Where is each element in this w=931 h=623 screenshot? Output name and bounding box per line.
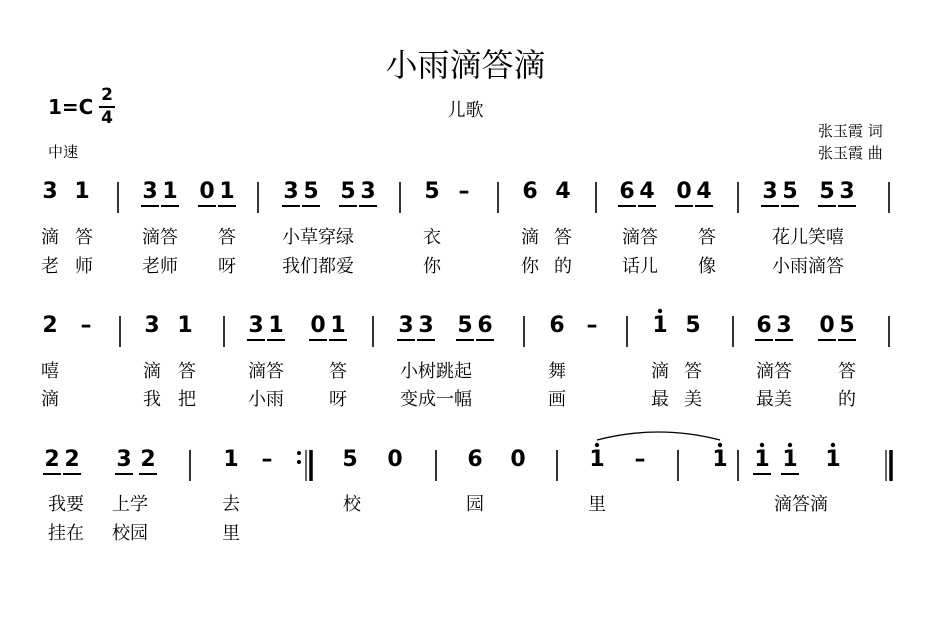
lyric-verse-2: 小雨滴答: [772, 256, 844, 277]
note-digit: 3: [42, 179, 58, 204]
lyric-verse-1: 滴答: [248, 361, 284, 382]
lyric-verse-1: 园: [466, 494, 484, 515]
lyric-verse-2: 小雨: [248, 389, 284, 410]
note-digit: 2: [44, 447, 60, 472]
lyric-verse-2: 呀: [218, 256, 236, 277]
note-digit: 5: [782, 179, 798, 204]
note-digit: 1: [330, 313, 346, 338]
note-digit: 6: [467, 447, 483, 472]
lyric-verse-1: 里: [588, 494, 606, 515]
lyric-verse-1: 滴答滴: [774, 494, 828, 515]
lyric-verse-1: 上学: [112, 494, 148, 515]
repeat-dot: [297, 451, 301, 455]
note-digit: 1: [219, 179, 235, 204]
lyricist-credit: 张玉霞 词: [818, 122, 883, 140]
note-digit: 0: [199, 179, 215, 204]
lyric-verse-2: 画: [548, 389, 566, 410]
note-digit: 5: [457, 313, 473, 338]
lyric-verse-2: 老: [41, 256, 59, 277]
note-digit: 2: [140, 447, 156, 472]
note-digit: 1: [177, 313, 193, 338]
note-digit: 3: [248, 313, 264, 338]
lyric-verse-1: 答: [684, 361, 702, 382]
lyric-verse-1: 答: [75, 227, 93, 248]
lyric-verse-1: 舞: [548, 361, 566, 382]
note-digit: 3: [283, 179, 299, 204]
note-digit: 1: [74, 179, 90, 204]
tempo-marking: 中速: [48, 143, 79, 161]
lyric-verse-2: 挂在: [48, 523, 84, 544]
lyric-verse-2: 师: [75, 256, 93, 277]
lyric-verse-1: 答: [554, 227, 572, 248]
hold-dash: –: [458, 179, 470, 204]
lyric-verse-2: 你: [423, 256, 441, 277]
note-digit: 6: [549, 313, 565, 338]
lyric-verse-1: 答: [218, 227, 236, 248]
lyric-verse-2: 我: [143, 389, 161, 410]
note-digit: 5: [819, 179, 835, 204]
note-digit: 5: [303, 179, 319, 204]
note-digit: 3: [418, 313, 434, 338]
lyric-verse-1: 滴答: [622, 227, 658, 248]
note-digit: 3: [360, 179, 376, 204]
hold-dash: –: [80, 313, 92, 338]
lyric-verse-2: 的: [554, 256, 572, 277]
time-signature-bottom: 4: [101, 108, 113, 128]
note-digit: 1: [589, 447, 605, 472]
lyric-verse-1: 答: [329, 361, 347, 382]
note-digit: 2: [64, 447, 80, 472]
note-digit: 1: [162, 179, 178, 204]
note-digit: 0: [310, 313, 326, 338]
lyric-verse-2: 呀: [329, 389, 347, 410]
lyric-verse-1: 衣: [423, 227, 441, 248]
lyric-verse-1: 滴: [521, 227, 539, 248]
lyric-verse-2: 你: [521, 256, 539, 277]
note-digit: 1: [754, 447, 770, 472]
hold-dash: –: [634, 447, 646, 472]
note-digit: 6: [522, 179, 538, 204]
high-octave-dot: [658, 309, 662, 313]
note-digit: 1: [712, 447, 728, 472]
lyric-verse-1: 我要: [48, 494, 84, 515]
note-digit: 3: [144, 313, 160, 338]
hold-dash: –: [261, 447, 273, 472]
lyric-verse-1: 滴: [41, 227, 59, 248]
lyric-verse-1: 去: [222, 494, 240, 515]
time-signature-top: 2: [101, 85, 113, 105]
lyric-verse-1: 小树跳起: [400, 361, 472, 382]
hold-dash: –: [586, 313, 598, 338]
note-digit: 0: [510, 447, 526, 472]
lyric-verse-2: 美: [684, 389, 702, 410]
lyric-verse-2: 最美: [756, 389, 792, 410]
lyric-verse-1: 答: [698, 227, 716, 248]
note-digit: 1: [782, 447, 798, 472]
lyric-verse-1: 小草穿绿: [282, 227, 354, 248]
song-subtitle: 儿歌: [447, 100, 484, 121]
note-digit: 6: [619, 179, 635, 204]
note-digit: 5: [342, 447, 358, 472]
high-octave-dot: [831, 443, 835, 447]
note-digit: 0: [387, 447, 403, 472]
note-digit: 1: [268, 313, 284, 338]
note-digit: 6: [756, 313, 772, 338]
note-digit: 3: [398, 313, 414, 338]
lyric-verse-2: 像: [698, 256, 716, 277]
note-digit: 5: [685, 313, 701, 338]
lyric-verse-2: 我们都爱: [282, 256, 354, 277]
lyric-verse-1: 花儿笑嘻: [772, 227, 844, 248]
lyric-verse-1: 答: [178, 361, 196, 382]
lyric-verse-1: 滴: [143, 361, 161, 382]
note-digit: 0: [819, 313, 835, 338]
note-digit: 5: [839, 313, 855, 338]
note-digit: 3: [142, 179, 158, 204]
note-digit: 6: [477, 313, 493, 338]
key-signature: 1=C: [48, 95, 94, 119]
note-digit: 5: [424, 179, 440, 204]
lyric-verse-2: 滴: [41, 389, 59, 410]
note-digit: 3: [116, 447, 132, 472]
lyric-verse-2: 最: [651, 389, 669, 410]
lyric-verse-2: 话儿: [622, 256, 658, 277]
note-digit: 3: [762, 179, 778, 204]
lyric-verse-1: 答: [838, 361, 856, 382]
lyric-verse-2: 把: [178, 389, 196, 410]
lyric-verse-2: 变成一幅: [400, 389, 472, 410]
high-octave-dot: [595, 443, 599, 447]
lyric-verse-2: 里: [222, 523, 240, 544]
lyric-verse-2: 老师: [142, 256, 178, 277]
tie-arc: [597, 432, 720, 440]
high-octave-dot: [718, 443, 722, 447]
lyric-verse-1: 嘻: [41, 361, 59, 382]
note-digit: 1: [223, 447, 239, 472]
note-digit: 1: [825, 447, 841, 472]
note-digit: 2: [42, 313, 58, 338]
lyric-verse-1: 校: [343, 494, 361, 515]
note-digit: 3: [839, 179, 855, 204]
lyric-verse-1: 滴答: [142, 227, 178, 248]
song-title: 小雨滴答滴: [385, 46, 546, 84]
note-digit: 0: [676, 179, 692, 204]
note-digit: 4: [696, 179, 712, 204]
high-octave-dot: [760, 443, 764, 447]
lyric-verse-1: 滴答: [756, 361, 792, 382]
repeat-dot: [297, 460, 301, 464]
lyric-verse-1: 滴: [651, 361, 669, 382]
composer-credit: 张玉霞 曲: [818, 144, 883, 162]
note-digit: 4: [555, 179, 571, 204]
note-digit: 5: [340, 179, 356, 204]
lyric-verse-2: 的: [838, 389, 856, 410]
note-digit: 3: [776, 313, 792, 338]
lyric-verse-2: 校园: [112, 523, 148, 544]
note-digit: 4: [639, 179, 655, 204]
high-octave-dot: [788, 443, 792, 447]
note-digit: 1: [652, 313, 668, 338]
